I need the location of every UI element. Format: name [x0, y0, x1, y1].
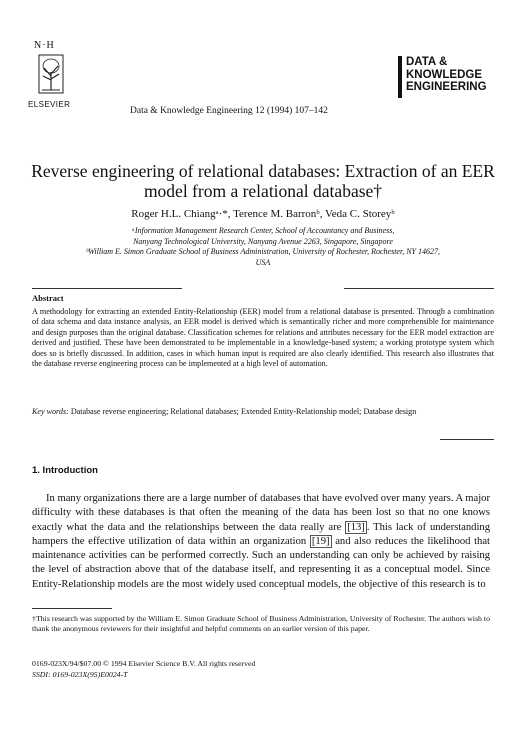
copyright-block — [32, 659, 255, 680]
affiliations — [40, 226, 486, 268]
affiliation-line: ᵇWilliam E. Simon Graduate School of Business Administration, University of Rochester, Rochester, NY 14627, — [86, 247, 440, 256]
abstract-heading: Abstract — [32, 293, 64, 303]
footnote-rule — [32, 608, 112, 609]
intro-text: and also reduces the likelihood that maintenance activities can be performed correctly. Such an understanding can only be achieved by raising the level of abstraction above that of the database itself, and representing it as a conceptual model. Since Entity-Relationship models are the most widely used conceptual models, the objective of this research is to — [32, 535, 491, 590]
divider-right — [344, 288, 494, 289]
introduction-paragraph — [32, 492, 490, 592]
ssdi-line: SSDI: 0169-023X(95)E0024-T — [32, 669, 128, 679]
brand-line: ENGINEERING — [406, 81, 487, 93]
citation-link[interactable]: [13] — [347, 521, 365, 533]
paper-authors: Roger H.L. Chiangᵃ·*, Terence M. Barronᵇ, Veda C. Storeyᵇ — [131, 208, 395, 220]
affiliation-line: ᵃInformation Management Research Center, School of Accountancy and Business, — [131, 226, 395, 235]
paper-title: Reverse engineering of relational databases: Extraction of an EER model from a relational database† — [31, 161, 495, 201]
logo-mark: N·H — [34, 40, 55, 51]
affiliation-line: USA — [255, 257, 271, 267]
brand-line: DATA & — [406, 56, 448, 68]
brand-bar — [398, 56, 402, 98]
keywords-list: Database reverse engineering; Relational databases; Extended Entity-Relationship model; Database design — [70, 407, 417, 416]
brand-title — [406, 56, 487, 94]
section-heading-introduction: 1. Introduction — [32, 465, 98, 476]
affiliation-line: Nanyang Technological University, Nanyang Avenue 2263, Singapore, Singapore — [133, 236, 393, 246]
keywords-label: Key words: — [32, 407, 69, 416]
brand-line: KNOWLEDGE — [406, 68, 483, 81]
footnote: †This research was supported by the William E. Simon Graduate School of Business Administration, University of Rochester. The authors wish to thank the anonymous reviewers for their insightful and helpful comments on an earlier version of this paper. — [32, 614, 490, 633]
elsevier-logo — [28, 40, 72, 112]
journal-citation: Data & Knowledge Engineering 12 (1994) 107–142 — [130, 106, 328, 116]
divider-left — [32, 288, 182, 289]
abstract-text: A methodology for extracting an extended Entity-Relationship (EER) model from a relational database is presented. Through a combination of data schema and data instance analysis, an EER model is derived which is semantically richer and more comprehensible for maintenance and design purposes than the original database. Classification schemes for relations and attributes necessary for the EER model extraction are derived and justified. These have been demonstrated to be implementable in a knowledge-based system; a working prototype system which does so is briefly discussed. In addition, cases in which human input is required are also clearly identified. This research also illustrates that the database reverse engineering process can be implemented at a high level of automation. — [32, 307, 494, 369]
journal-brand — [398, 56, 498, 98]
intro-text: . This lack of understanding hampers the effective utilization of data within an organization — [32, 521, 490, 547]
tree-icon — [38, 54, 64, 94]
keywords — [32, 407, 494, 417]
citation-link[interactable]: [19] — [311, 535, 330, 547]
intro-text: In many organizations there are a large number of databases that have evolved over many years. A major difficulty with these databases is that often the meaning of the data has been lost so that no one knows exactly what the data and the relationships between the data really are — [32, 493, 490, 533]
divider-abstract-end — [440, 439, 494, 440]
copyright-line: 0169-023X/94/$07.00 © 1994 Elsevier Science B.V. All rights reserved — [32, 659, 256, 668]
publisher-name: ELSEVIER — [28, 100, 71, 109]
